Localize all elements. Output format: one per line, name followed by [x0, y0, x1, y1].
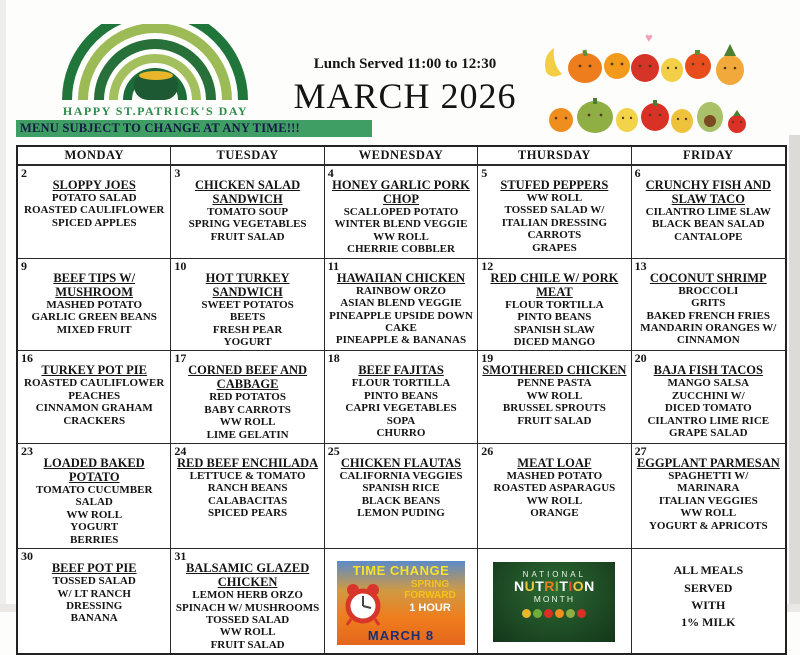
- calendar-cell: [18, 166, 171, 259]
- veggie-dot: [544, 609, 553, 618]
- menu-item: WW ROLL: [219, 416, 276, 429]
- menu-item: MIXED FRUIT: [56, 323, 132, 336]
- date-number: 18: [327, 351, 340, 366]
- veggie-basket-icon: [493, 609, 615, 618]
- calendar-cell: [171, 259, 324, 352]
- menu-title: SLOPPY JOES: [52, 178, 136, 192]
- menu-title: RED BEEF ENCHILADA: [176, 456, 319, 471]
- menu-item: SPICED APPLES: [51, 216, 137, 229]
- date-number: 6: [634, 166, 641, 180]
- lunch-served-label: Lunch Served 11:00 to 12:30: [313, 56, 497, 72]
- menu-title: BEEF TIPS W/ MUSHROOM: [53, 270, 136, 299]
- menu-item: YOGURT: [70, 521, 119, 534]
- menu-item: DRESSING: [66, 600, 123, 613]
- calendar-cell: [478, 351, 631, 444]
- menu-item: PINTO BEANS: [517, 311, 592, 324]
- page-header: [255, 56, 555, 117]
- menu-item: SPAGHETTI W/: [668, 470, 749, 483]
- veggie-dot: [533, 609, 542, 618]
- menu-title: LOADED BAKED POTATO: [43, 456, 145, 485]
- menu-item: WINTER BLEND VEGGIE: [334, 218, 468, 231]
- menu-item: LEMON HERB ORZO: [192, 589, 303, 602]
- menu-item: SPICED PEARS: [208, 507, 288, 520]
- menu-item: FRUIT SALAD: [210, 230, 285, 243]
- menu-item: GARLIC GREEN BEANS: [31, 311, 157, 324]
- date-number: 19: [481, 351, 494, 366]
- menu-item: RANCH BEANS: [207, 482, 288, 495]
- national-label: NATIONAL: [522, 569, 587, 579]
- menu-item: TOSSED SALAD W/: [504, 204, 605, 217]
- nutrition-word: NUTRITION: [513, 577, 595, 594]
- calendar-cell: [18, 351, 171, 444]
- date-number: 25: [327, 444, 340, 459]
- menu-item: POTATO SALAD: [51, 192, 137, 204]
- veggie-dot: [566, 609, 575, 618]
- menu-item: CAKE: [385, 321, 417, 334]
- date-number: 17: [174, 351, 187, 366]
- menu-item: MARINARA: [677, 482, 740, 495]
- calendar-cell: [171, 351, 324, 444]
- alarm-clock-icon: [343, 581, 383, 632]
- date-number: 5: [481, 166, 488, 180]
- month-label: MONTH: [533, 594, 575, 605]
- forward-label: FORWARD: [404, 590, 456, 602]
- scan-edge-right: [789, 135, 800, 612]
- milk-note-line: SERVED: [684, 580, 733, 595]
- menu-item: SWEET POTATOS: [201, 298, 294, 311]
- date-number: 3: [174, 166, 181, 180]
- menu-item: ORANGE: [530, 507, 579, 520]
- fruit-characters-top-icon: [540, 38, 758, 95]
- menu-item: BLACK BEANS: [361, 494, 441, 507]
- calendar-cell: [325, 259, 478, 352]
- menu-title: BALSAMIC GLAZED CHICKEN: [185, 561, 310, 590]
- month-title: MARCH 2026: [293, 76, 517, 116]
- menu-title: TURKEY POT PIE: [41, 363, 147, 378]
- menu-item: SPANISH SLAW: [513, 323, 595, 336]
- calendar-cell: [18, 259, 171, 352]
- menu-item: CRACKERS: [63, 414, 126, 427]
- date-number: 10: [174, 258, 187, 273]
- menu-item: ROASTED CAULIFLOWER: [24, 204, 165, 217]
- calendar-cell: [478, 259, 631, 352]
- menu-item: WW ROLL: [66, 508, 123, 521]
- menu-item: FLOUR TORTILLA: [505, 298, 604, 311]
- menu-title: CHICKEN SALAD SANDWICH: [194, 178, 301, 206]
- calendar-grid: [16, 145, 787, 655]
- menu-title: HOT TURKEY SANDWICH: [205, 270, 290, 299]
- menu-title: EGGPLANT PARMESAN: [636, 456, 780, 471]
- menu-item: BROCCOLI: [678, 284, 739, 297]
- menu-item: WW ROLL: [526, 192, 583, 204]
- calendar-cell: [171, 549, 324, 653]
- menu-item: BRUSSEL SPROUTS: [502, 402, 606, 415]
- menu-item: MANDARIN ORANGES W/: [640, 321, 777, 334]
- time-change-graphic: [337, 561, 465, 645]
- menu-item: SPRING VEGETABLES: [188, 218, 307, 231]
- menu-item: ITALIAN DRESSING: [501, 216, 608, 229]
- date-number: 16: [21, 351, 33, 366]
- menu-item: CINNAMON GRAHAM: [35, 402, 153, 415]
- menu-item: PENNE PASTA: [517, 377, 592, 390]
- menu-item: WW ROLL: [219, 626, 276, 639]
- menu-item: GRITS: [691, 297, 726, 310]
- menu-item: BLACK BEAN SALAD: [652, 218, 765, 231]
- menu-item: ROASTED ASPARAGUS: [493, 482, 616, 495]
- menu-item: FRUIT SALAD: [517, 414, 592, 427]
- time-change-title: TIME CHANGE: [352, 562, 450, 578]
- menu-item: ZUCCHINI W/: [671, 389, 745, 402]
- date-number: 4: [327, 166, 334, 180]
- pot-of-gold-icon: [134, 76, 178, 100]
- menu-title: MEAT LOAF: [517, 456, 592, 471]
- weekday-header: TUESDAY: [171, 147, 324, 166]
- calendar-cell: [478, 444, 631, 549]
- menu-title: CRUNCHY FISH AND SLAW TACO: [645, 178, 771, 206]
- menu-item: SPANISH RICE: [362, 482, 440, 495]
- menu-item: RED POTATOS: [209, 391, 286, 404]
- date-number: 30: [21, 549, 33, 564]
- menu-item: WW ROLL: [526, 389, 583, 402]
- menu-title: BAJA FISH TACOS: [653, 363, 763, 378]
- menu-change-notice: MENU SUBJECT TO CHANGE AT ANY TIME!!!: [16, 120, 372, 137]
- menu-item: CILANTRO LIME RICE: [647, 414, 770, 427]
- date-number: 24: [174, 444, 187, 459]
- scan-edge-left: [0, 0, 6, 612]
- date-number: 13: [634, 258, 647, 273]
- menu-item: CILANTRO LIME SLAW: [645, 206, 771, 218]
- happy-st-patricks-day-label: HAPPY ST.PATRICK'S DAY: [62, 104, 249, 118]
- menu-item: ITALIAN VEGGIES: [658, 494, 758, 507]
- st-patricks-rainbow-icon: [48, 24, 263, 124]
- weekday-header: WEDNESDAY: [325, 147, 478, 166]
- menu-title: CORNED BEEF AND CABBAGE: [188, 363, 308, 392]
- date-number: 27: [634, 444, 647, 459]
- menu-item: PINEAPPLE UPSIDE DOWN: [329, 309, 473, 322]
- menu-item: CANTALOPE: [674, 230, 743, 243]
- menu-item: MASHED POTATO: [46, 298, 143, 311]
- march8-label: MARCH 8: [367, 627, 435, 643]
- menu-item: MASHED POTATO: [506, 470, 603, 483]
- menu-item: GRAPE SALAD: [669, 427, 748, 440]
- menu-item: BERRIES: [70, 533, 119, 546]
- nutrition-month-graphic: [493, 562, 615, 642]
- menu-item: DICED MANGO: [513, 335, 596, 348]
- menu-item: BANANA: [70, 612, 118, 625]
- milk-note-line: WITH: [691, 597, 726, 612]
- menu-item: FRUIT SALAD: [210, 638, 285, 651]
- time-change-lines: [399, 579, 461, 615]
- veggie-dot: [522, 609, 531, 618]
- menu-item: LEMON PUDING: [357, 507, 445, 520]
- menu-title: CHICKEN FLAUTAS: [340, 456, 462, 471]
- milk-note-line: ALL MEALS: [673, 563, 744, 578]
- menu-title: HONEY GARLIC PORK CHOP: [332, 178, 470, 206]
- menu-title: RED CHILE W/ PORK MEAT: [490, 270, 619, 299]
- date-number: 23: [21, 444, 33, 459]
- menu-title: STUFED PEPPERS: [500, 178, 609, 192]
- date-number: 12: [481, 258, 494, 273]
- menu-item: FLOUR TORTILLA: [351, 377, 451, 390]
- menu-item: CHERRIE COBBLER: [347, 243, 455, 256]
- menu-item: SPINACH W/ MUSHROOMS: [175, 601, 320, 614]
- weekday-header: MONDAY: [18, 147, 171, 166]
- menu-item: BAKED FRENCH FRIES: [646, 309, 771, 322]
- menu-item: YOGURT: [223, 335, 272, 348]
- veggie-dot: [577, 609, 586, 618]
- calendar-cell: [325, 444, 478, 549]
- menu-item: ASIAN BLEND VEGGIE: [340, 297, 462, 310]
- menu-item: W/ LT RANCH: [57, 587, 131, 600]
- calendar-cell: [171, 166, 324, 259]
- rainbow-arcs: [48, 24, 263, 100]
- calendar-cell: [18, 444, 171, 549]
- menu-title: BEEF POT PIE: [51, 561, 137, 576]
- menu-item: CINNAMON: [676, 334, 740, 347]
- date-number: 9: [21, 258, 27, 273]
- menu-item: PINTO BEANS: [363, 389, 439, 402]
- date-number: 20: [634, 351, 647, 366]
- menu-item: DICED TOMATO: [664, 402, 752, 415]
- calendar-cell: [632, 351, 785, 444]
- menu-title: COCONUT SHRIMP: [649, 270, 767, 285]
- menu-item: PINEAPPLE & BANANAS: [335, 334, 467, 347]
- menu-item: GRAPES: [532, 241, 577, 254]
- menu-title: BEEF FAJITAS: [358, 363, 444, 378]
- date-number: 11: [327, 258, 340, 273]
- calendar-cell: [325, 166, 478, 259]
- calendar-cell: [478, 549, 631, 653]
- weekday-header: FRIDAY: [632, 147, 785, 166]
- menu-item: SALAD: [75, 496, 113, 509]
- date-number: 2: [21, 166, 27, 180]
- menu-item: TOMATO SOUP: [207, 206, 289, 218]
- menu-item: FRESH PEAR: [212, 323, 283, 336]
- calendar-cell: [632, 166, 785, 259]
- calendar-cell: [632, 259, 785, 352]
- menu-item: CALIFORNIA VEGGIES: [339, 470, 463, 483]
- calendar-cell: [18, 549, 171, 653]
- milk-note-line: 1% MILK: [681, 615, 736, 630]
- fruit-characters-bottom-icon: [545, 92, 750, 145]
- calendar-cell: [171, 444, 324, 549]
- calendar-cell: [325, 351, 478, 444]
- menu-item: SCALLOPED POTATO: [343, 206, 459, 218]
- one-hour-label: 1 HOUR: [409, 601, 451, 614]
- menu-item: BABY CARROTS: [204, 403, 291, 416]
- menu-item: WW ROLL: [526, 494, 583, 507]
- veggie-dot: [555, 609, 564, 618]
- menu-item: YOGURT & APRICOTS: [648, 519, 768, 532]
- menu-item: CHURRO: [376, 427, 426, 440]
- menu-item: SOPA: [386, 414, 416, 427]
- date-number: 31: [174, 549, 187, 564]
- menu-title: HAWAIIAN CHICKEN: [336, 270, 466, 285]
- spring-label: SPRING: [410, 578, 450, 590]
- menu-item: CARROTS: [527, 229, 582, 242]
- menu-item: CALABACITAS: [207, 494, 288, 507]
- menu-item: WW ROLL: [680, 507, 737, 520]
- menu-item: BEETS: [229, 311, 266, 324]
- calendar-cell: [632, 444, 785, 549]
- menu-title: SMOTHERED CHICKEN: [482, 363, 627, 378]
- weekday-header: THURSDAY: [478, 147, 631, 166]
- menu-item: PEACHES: [68, 389, 121, 402]
- menu-item: MANGO SALSA: [667, 377, 750, 390]
- menu-item: RAINBOW ORZO: [356, 284, 446, 297]
- menu-item: TOSSED SALAD: [205, 614, 290, 627]
- menu-item: CAPRI VEGETABLES: [345, 402, 457, 415]
- calendar-cell: [632, 549, 785, 653]
- menu-item: LIME GELATIN: [206, 428, 289, 441]
- menu-item: ROASTED CAULIFLOWER: [24, 377, 165, 390]
- calendar-cell: [478, 166, 631, 259]
- calendar-cell: [325, 549, 478, 653]
- menu-item: LETTUCE & TOMATO: [189, 470, 306, 483]
- menu-item: WW ROLL: [373, 230, 429, 243]
- menu-item: TOSSED SALAD: [52, 575, 136, 588]
- heart-icon: ♥: [645, 30, 653, 45]
- menu-item: TOMATO CUCUMBER: [35, 484, 153, 497]
- date-number: 26: [481, 444, 494, 459]
